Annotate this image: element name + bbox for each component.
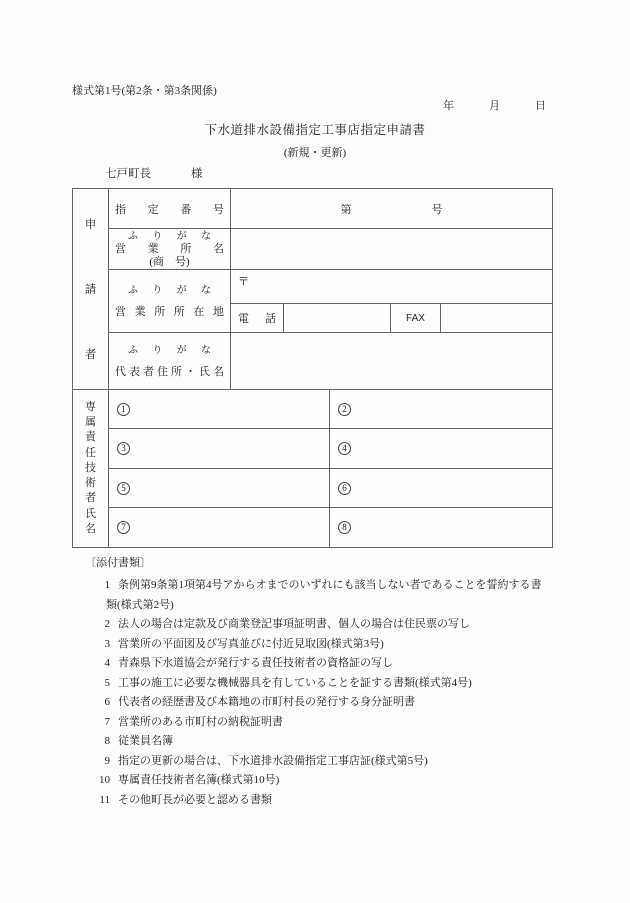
page-title: 下水道排水設備指定工事店指定申請書 [204, 123, 426, 137]
office-name-value-cell [231, 229, 553, 270]
designation-number-label: 指 定 番 号 [109, 189, 231, 229]
circled-number-7: 7 [117, 521, 130, 534]
circled-number-1: 1 [117, 403, 130, 416]
technician-cell-3 [109, 429, 330, 469]
fax-value-cell [441, 304, 553, 333]
month-label: 月 [489, 100, 500, 112]
attachment-number: 6 [104, 696, 110, 708]
attachment-item [85, 732, 550, 752]
attachment-number: 7 [104, 715, 110, 728]
attachment-number: 3 [104, 637, 110, 650]
circled-number-3: 3 [117, 442, 130, 455]
technicians-table [72, 389, 553, 548]
honorific: 様 [191, 168, 203, 180]
office-address-label: ふ り が な 営 業 所 所 在 地 [109, 270, 231, 333]
attachments-section [85, 556, 550, 810]
attachment-text: 代表者の経歴書及び本籍地の市町村長の発行する身分証明書 [118, 696, 415, 708]
attachment-number: 11 [99, 793, 110, 806]
attachment-number: 4 [104, 657, 110, 669]
attachment-number: 9 [104, 754, 110, 767]
attachment-text: 営業所のある市町村の納税証明書 [118, 715, 283, 728]
postal-code-cell [231, 270, 553, 304]
page-subtitle: (新規・更新) [283, 147, 347, 159]
technician-cell-1 [109, 390, 330, 429]
attachment-number: 5 [104, 676, 110, 689]
attachment-text: 営業所の平面図及び写真並びに付近見取図(様式第3号) [118, 637, 384, 650]
attachment-text: 法人の場合は定款及び商業登記事項証明書、個人の場合は住民票の写し [118, 618, 470, 630]
attachment-number: 8 [104, 735, 110, 747]
attachment-text: 条例第9条第1項第4号アからオまでのいずれにも該当しない者であることを誓約する書類(様式第2号) [106, 579, 542, 611]
attachment-item [85, 713, 550, 733]
side-char: 者 [84, 349, 97, 362]
attachment-text: 専属責任技術者名簿(様式第10号) [118, 774, 280, 786]
designation-number-value [231, 189, 553, 229]
attachment-text: 青森県下水道協会が発行する責任技術者の資格証の写し [118, 657, 393, 669]
technician-cell-2 [330, 390, 553, 429]
attachment-item [85, 771, 550, 791]
side-char: 申 [84, 218, 97, 231]
attachment-item [85, 674, 550, 694]
technician-cell-6 [330, 469, 553, 508]
year-label: 年 [443, 100, 454, 112]
form-number: 様式第1号(第2条・第3条関係) [72, 85, 217, 97]
attachment-item [85, 615, 550, 635]
postal-mark: 〒 [238, 276, 249, 288]
technician-cell-5 [109, 469, 330, 508]
side-char: 請 [84, 283, 97, 296]
representative-value-cell [231, 333, 553, 390]
attachment-item [85, 654, 550, 674]
office-name-label: ふ り が な 営 業 所 名 (商 号) [109, 229, 231, 270]
designation-suffix: 号 [431, 203, 443, 216]
circled-number-5: 5 [117, 482, 130, 495]
circled-number-4: 4 [338, 442, 351, 455]
fax-label: FAX [391, 304, 441, 333]
technicians-side-label: 専属責任技術者氏名 [73, 390, 109, 548]
attachment-text: 工事の施工に必要な機械器具を有していることを証する書類(様式第4号) [118, 676, 472, 689]
date-line [443, 97, 546, 113]
attachment-item [85, 752, 550, 772]
applicant-side-label [73, 189, 109, 390]
attachment-number: 10 [99, 774, 110, 786]
attachment-item [85, 635, 550, 655]
tel-value-cell [284, 304, 391, 333]
addressee: 七戸町長 [105, 168, 151, 180]
attachment-item [85, 693, 550, 713]
attachment-text: その他町長が必要と認める書類 [118, 793, 272, 806]
technician-cell-4 [330, 429, 553, 469]
designation-prefix: 第 [340, 203, 352, 216]
attachment-text: 指定の更新の場合は、下水道排水設備指定工事店証(様式第5号) [118, 754, 428, 767]
attachments-heading: 〔添付書類〕 [85, 557, 151, 569]
attachment-item [85, 791, 550, 811]
applicant-table [72, 188, 553, 390]
attachment-number: 2 [104, 618, 110, 630]
circled-number-8: 8 [338, 521, 351, 534]
addressee-line [105, 165, 203, 181]
circled-number-6: 6 [338, 482, 351, 495]
representative-label: ふ り が な 代 表 者 住 所 ・ 氏 名 [109, 333, 231, 390]
day-label: 日 [535, 100, 546, 112]
circled-number-2: 2 [338, 403, 351, 416]
attachment-text: 従業員名簿 [118, 735, 173, 747]
office-name-sub-label: (商 号) [149, 255, 190, 268]
attachment-number: 1 [104, 579, 110, 591]
tel-label: 電 話 [231, 304, 284, 333]
technician-cell-7 [109, 508, 330, 548]
technician-cell-8 [330, 508, 553, 548]
attachment-item [85, 576, 550, 615]
